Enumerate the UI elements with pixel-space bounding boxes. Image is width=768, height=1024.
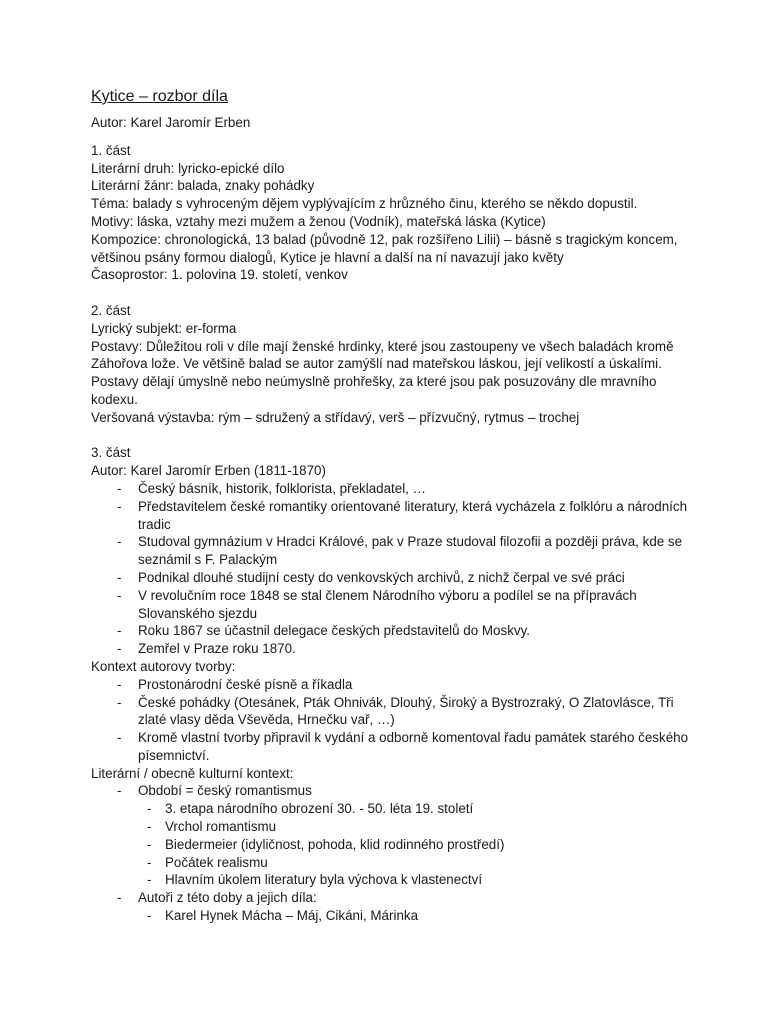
- list-item: - České pohádky (Otesánek, Pták Ohnivák, Dlouhý, Široký a Bystrozraký, O Zlatovlásce, Tři zlaté vlasy děda Vševěda, Hrnečku vař, …): [91, 694, 691, 730]
- part-1-line: Kompozice: chronologická, 13 balad (původně 12, pak rozšířeno Lilii) – básně s tragickým koncem, většinou psány formou dialogů, Kytice je hlavní a další na ní navazují jako květy: [91, 231, 678, 265]
- list-item: - Hlavním úkolem literatury byla výchova k vlastenectví: [138, 871, 691, 889]
- part-1: [91, 142, 691, 284]
- context-list: [91, 676, 691, 765]
- list-item: - 3. etapa národního obrození 30. - 50. léta 19. století: [138, 800, 691, 818]
- period-sublist: [138, 800, 691, 889]
- author-line: Autor: Karel Jaromír Erben: [91, 115, 251, 130]
- culture-heading: Literární / obecně kulturní kontext:: [91, 765, 294, 781]
- authors-label: Autoři z této doby a jejich díla:: [138, 890, 317, 906]
- part-2: [91, 302, 691, 427]
- list-item: - Představitelem české romantiky orientované literatury, která vycházela z folklóru a národních tradic: [91, 498, 691, 534]
- document-page: [91, 86, 691, 925]
- part-2-line: Lyrický subjekt: er-forma: [91, 320, 237, 336]
- document-title: Kytice – rozbor díla: [91, 88, 228, 105]
- period-label: Období = český romantismus: [138, 783, 312, 799]
- list-item: - Roku 1867 se účastnil delegace českých představitelů do Moskvy.: [91, 622, 691, 640]
- part-3: [91, 444, 691, 925]
- spacer: [91, 427, 691, 445]
- part-1-heading: 1. část: [91, 142, 131, 158]
- list-item: - Český básník, historik, folklorista, překladatel, …: [91, 480, 691, 498]
- culture-list: [91, 782, 691, 924]
- part-3-heading: 3. část: [91, 445, 131, 461]
- list-item: - Studoval gymnázium v Hradci Králové, pak v Praze studoval filozofii a později práva, kde se seznámil s F. Palackým: [91, 533, 691, 569]
- list-item: - Karel Hynek Mácha – Máj, Cikáni, Márinka: [138, 907, 691, 925]
- list-item: - Kromě vlastní tvorby připravil k vydání a odborně komentoval řadu památek starého českého písemnictví.: [91, 729, 691, 765]
- list-item: - Biedermeier (idyličnost, pohoda, klid rodinného prostředí): [138, 836, 691, 854]
- list-item: - Prostonárodní české písně a říkadla: [91, 676, 691, 694]
- list-item: - V revolučním roce 1848 se stal členem Národního výboru a podílel se na přípravách Slovanského sjezdu: [91, 587, 691, 623]
- spacer: [91, 284, 691, 302]
- list-item: [91, 889, 691, 925]
- part-1-line: Téma: balady s vyhroceným dějem vyplývajícím z hrůzného činu, kterého se někdo dopustil.: [91, 196, 638, 212]
- list-item: - Vrchol romantismu: [138, 818, 691, 836]
- list-item: - Podnikal dlouhé studijní cesty do venkovských archivů, z nichž čerpal ve své práci: [91, 569, 691, 587]
- part-2-line: Postavy: Důležitou roli v díle mají ženské hrdinky, které jsou zastoupeny ve všech baladách kromě Záhořova lože. Ve většině balad se autor zamýšlí nad mateřskou láskou, její velikostí a úskalími. Postavy dělají úmyslně nebo neúmyslně prohřešky, za které jsou pak posuzovány dle mravního kodexu.: [91, 338, 674, 407]
- part-1-line: Literární žánr: balada, znaky pohádky: [91, 178, 315, 194]
- part-1-line: Motivy: láska, vztahy mezi mužem a ženou (Vodník), mateřská láska (Kytice): [91, 213, 546, 229]
- part-1-line: Časoprostor: 1. polovina 19. století, venkov: [91, 267, 348, 283]
- author-facts-list: [91, 480, 691, 658]
- part-1-line: Literární druh: lyricko-epické dílo: [91, 160, 285, 176]
- part-2-heading: 2. část: [91, 302, 131, 318]
- list-item: - Počátek realismu: [138, 854, 691, 872]
- list-item: - Zemřel v Praze roku 1870.: [91, 640, 691, 658]
- list-item: [91, 782, 691, 889]
- author-heading: Autor: Karel Jaromír Erben (1811-1870): [91, 463, 326, 479]
- authors-sublist: [138, 907, 691, 925]
- part-2-line: Veršovaná výstavba: rým – sdružený a střídavý, verš – přízvučný, rytmus – trochej: [91, 409, 580, 425]
- context-heading: Kontext autorovy tvorby:: [91, 658, 236, 674]
